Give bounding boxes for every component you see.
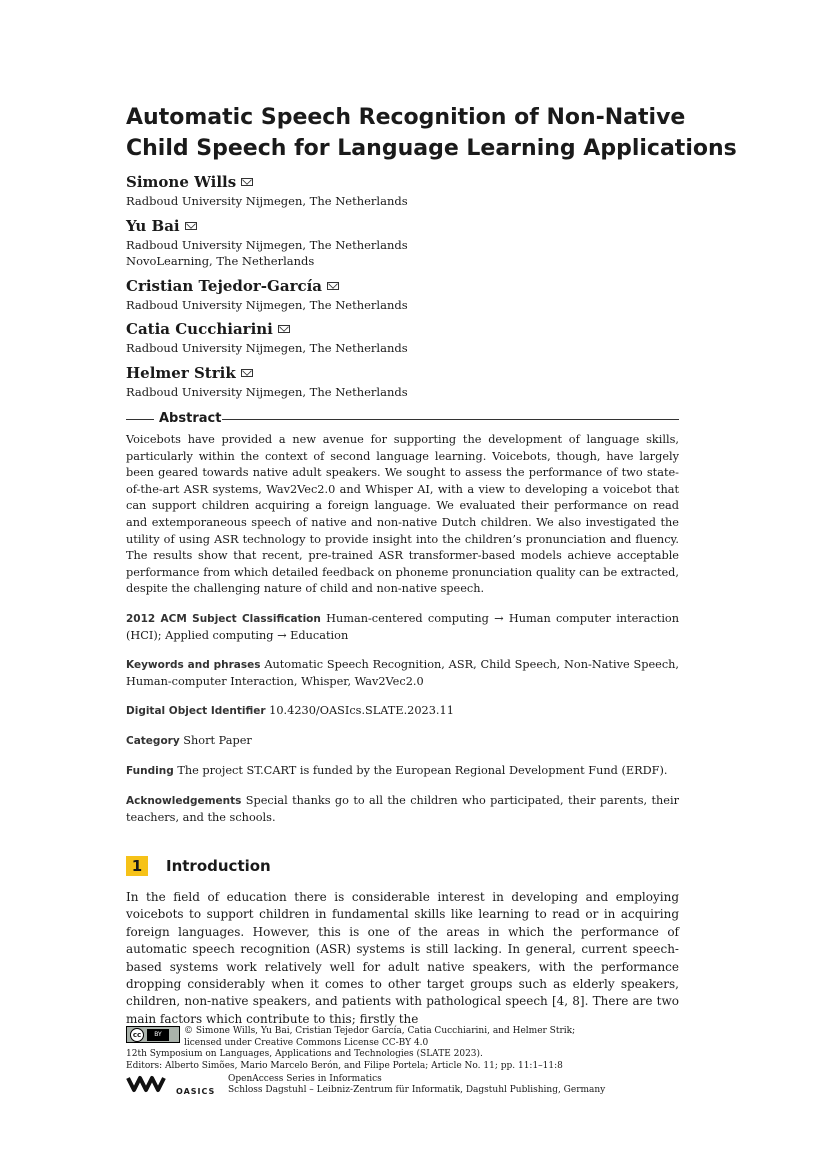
author-name: Cristian Tejedor-García [126, 276, 323, 295]
license-line[interactable]: licensed under Creative Commons License CC-BY 4.0 [184, 1037, 429, 1048]
affiliation: Radboud University Nijmegen, The Netherlands [126, 341, 408, 355]
author-name: Helmer Strik [126, 363, 236, 382]
category [126, 733, 679, 750]
cc-icon: cc [130, 1028, 144, 1042]
affiliation: Radboud University Nijmegen, The Netherlands [126, 384, 408, 399]
mail-icon[interactable] [241, 178, 253, 186]
divider [126, 419, 154, 420]
abstract-label: Abstract [159, 411, 222, 426]
mail-icon[interactable] [278, 325, 290, 333]
ack-label: Acknowledgements [126, 795, 242, 807]
acm-classification [126, 611, 679, 644]
section-title: Introduction [166, 857, 271, 875]
author-block [126, 363, 686, 401]
editors-line: Editors: Alberto Simões, Mario Marcelo Berón, and Filipe Portela; Article No. 11; pp. 11:1–11:8 [126, 1061, 563, 1071]
author-name: Yu Bai [126, 216, 180, 235]
ack-value: Special thanks go to all the children who participated, their parents, their teachers, and the schools. [126, 794, 679, 824]
publisher-line: Schloss Dagstuhl – Leibniz-Zentrum für Informatik, Dagstuhl Publishing, Germany [228, 1085, 606, 1095]
doi [126, 703, 679, 720]
author-block [126, 172, 686, 210]
series-line: OpenAccess Series in Informatics [228, 1074, 382, 1084]
title-line-1: Automatic Speech Recognition of Non-Native [126, 105, 686, 130]
author-name: Catia Cucchiarini [126, 320, 273, 338]
author-block [126, 216, 686, 270]
affiliation: Radboud University Nijmegen, The Netherlands [126, 194, 408, 208]
affiliation: Radboud University Nijmegen, The Netherlands [126, 297, 408, 312]
abstract-text: Voicebots have provided a new avenue for supporting the development of language skills, particularly within the context of second language learning. Voicebots, though, have largely been geared towards native adult speakers. We sought to assess the performance of two state-of-the-art ASR systems, Wav2Vec2.0 and Whisper AI, with a view to developing a voicebot that can support children acquiring a foreign language. We evaluated their performance on read and extemporaneous speech of native and non-native Dutch children. We also investigated the utility of using ASR technology to provide insight into the children’s pronunciation and fluency. The results show that recent, pre-trained ASR transformer-based models achieve acceptable performance from which detailed feedback on phoneme pronunciation quality can be extracted, despite the challenging nature of child and non-native speech. [126, 433, 679, 596]
author-list [126, 172, 686, 406]
oasics-wordmark: OASICS [176, 1087, 216, 1096]
keywords-label: Keywords and phrases [126, 659, 261, 671]
keywords-value: Automatic Speech Recognition, ASR, Child Speech, Non-Native Speech, Human-computer Interaction, Whisper, Wav2Vec2.0 [126, 658, 680, 688]
license-block [184, 1026, 575, 1049]
funding-value: The project ST.CART is funded by the European Regional Development Fund (ERDF). [177, 764, 668, 777]
title-line-2: Child Speech for Language Learning Applications [126, 136, 737, 161]
cc-license-icon[interactable] [126, 1026, 180, 1043]
acknowledgements [126, 793, 679, 826]
mail-icon[interactable] [241, 369, 253, 377]
section-heading [126, 855, 271, 877]
category-value: Short Paper [183, 734, 252, 747]
author-block [126, 319, 686, 357]
doi-label: Digital Object Identifier [126, 705, 266, 717]
funding [126, 763, 679, 780]
doi-link[interactable]: 10.4230/OASIcs.SLATE.2023.11 [269, 704, 454, 717]
by-icon: BY [147, 1029, 169, 1041]
paper-title [126, 102, 737, 164]
section-number: 1 [126, 856, 148, 876]
conference-line: 12th Symposium on Languages, Applications and Technologies (SLATE 2023). [126, 1049, 483, 1059]
intro-paragraph: In the field of education there is considerable interest in developing and employing voicebots to support children in fundamental skills like learning to read or in acquiring foreign languages. However, this is one of the areas in which the performance of automatic speech recognition (ASR) systems is still lacking. In general, current speech-based systems work relatively well for adult native speakers, with the performance dropping considerably when it comes to other target groups such as elderly speakers, children, non-native speakers, and patients with pathological speech [4, 8]. There are two main factors which contribute to this; firstly the [126, 890, 679, 1026]
oasics-logo-icon [126, 1074, 174, 1094]
mail-icon[interactable] [185, 222, 197, 230]
divider [222, 419, 679, 420]
author-block [126, 276, 686, 314]
mail-icon[interactable] [327, 282, 339, 290]
affiliation: Radboud University Nijmegen, The Netherlands [126, 237, 408, 252]
affiliation: NovoLearning, The Netherlands [126, 254, 315, 268]
acm-label: 2012 ACM Subject Classification [126, 613, 321, 625]
keywords [126, 657, 679, 690]
funding-label: Funding [126, 765, 174, 777]
copyright-line: © Simone Wills, Yu Bai, Cristian Tejedor García, Catia Cucchiarini, and Helmer Strik; [184, 1026, 576, 1036]
abstract-heading [126, 410, 679, 428]
acm-value: Human-centered computing → Human computer interaction (HCI); Applied computing → Education [126, 612, 680, 642]
author-name: Simone Wills [126, 173, 237, 191]
category-label: Category [126, 735, 180, 747]
